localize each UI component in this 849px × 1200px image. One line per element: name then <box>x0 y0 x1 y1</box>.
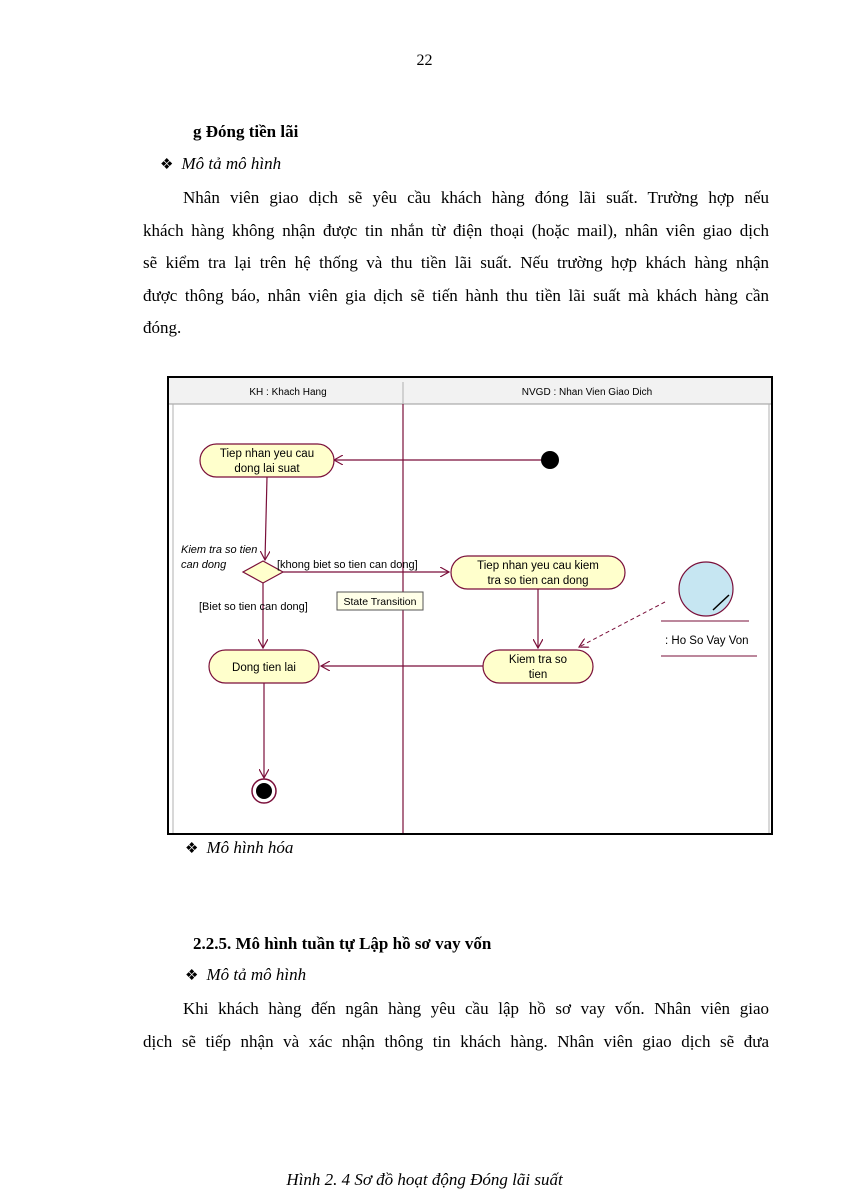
decision-label-line: Kiem tra so tien <box>181 544 258 556</box>
diamond-bullet-icon: ❖ <box>185 968 199 984</box>
page-number: 22 <box>416 52 433 69</box>
guard-unknown-amount: [khong biet so tien can dong] <box>277 559 418 571</box>
section-heading: 2.2.5. Mô hình tuần tự Lập hồ sơ vay vốn <box>193 934 492 953</box>
activity-label-line: tien <box>528 669 548 681</box>
activity-label-line: Tiep nhan yeu cau <box>219 448 315 460</box>
subheading-text: Mô tả mô hình <box>206 965 307 984</box>
object-label: : Ho So Vay Von <box>665 635 749 647</box>
paragraph-line: đóng. <box>143 318 182 337</box>
section-heading: g Đóng tiền lãi <box>193 122 299 141</box>
activity-label-line: tra so tien can dong <box>487 575 589 587</box>
subheading-model-description <box>160 154 281 174</box>
guard-known-amount: [Biet so tien can dong] <box>199 601 308 613</box>
object-flow-dashed <box>579 602 665 647</box>
activity-label: Dong tien lai <box>232 662 296 674</box>
description-paragraph <box>143 182 769 345</box>
activity-diagram <box>167 376 773 835</box>
description-paragraph <box>143 993 769 1058</box>
entity-object-icon <box>679 562 733 616</box>
initial-node <box>541 451 559 469</box>
figure-label <box>185 838 293 858</box>
figure-caption: Hình 2. 4 Sơ đồ hoạt động Đóng lãi suất <box>286 1170 563 1189</box>
paragraph-line: được thông báo, nhân viên gia dịch sẽ tiến hành thu tiền lãi suất mà khách hàng cần <box>143 285 769 305</box>
paragraph-line: sẽ kiểm tra lại trên hệ thống và thu tiền lãi suất. Nếu trường hợp khách hàng nhận <box>143 253 769 272</box>
final-node-core <box>256 783 272 799</box>
activity-label-line: Kiem tra so <box>508 654 568 666</box>
activity-label-line: Tiep nhan yeu cau kiem <box>477 560 599 572</box>
swimlane-title-customer: KH : Khach Hang <box>249 387 327 398</box>
swimlane-title-teller: NVGD : Nhan Vien Giao Dich <box>521 387 653 398</box>
diamond-bullet-icon: ❖ <box>185 841 199 857</box>
subheading-model-description <box>185 965 306 985</box>
tooltip-text: State Transition <box>343 596 417 608</box>
flow-receive-to-decision <box>265 477 267 560</box>
paragraph-line: khách hàng không nhận được tin nhắn từ điện thoại (hoặc mail), nhân viên giao dịch <box>143 220 769 240</box>
subheading-text: Mô tả mô hình <box>181 154 282 173</box>
figure-label-text: Mô hình hóa <box>206 838 294 857</box>
diamond-bullet-icon: ❖ <box>160 157 174 173</box>
activity-label-line: dong lai suat <box>234 463 300 475</box>
paragraph-line: dịch sẽ tiếp nhận và xác nhận thông tin khách hàng. Nhân viên giao dịch sẽ đưa <box>143 1031 769 1051</box>
decision-label-line: can dong <box>181 559 227 571</box>
paragraph-line: Nhân viên giao dịch sẽ yêu cầu khách hàng đóng lãi suất. Trường hợp nếu <box>183 188 769 207</box>
paragraph-line: Khi khách hàng đến ngân hàng yêu cầu lập hồ sơ vay vốn. Nhân viên giao <box>183 999 769 1018</box>
